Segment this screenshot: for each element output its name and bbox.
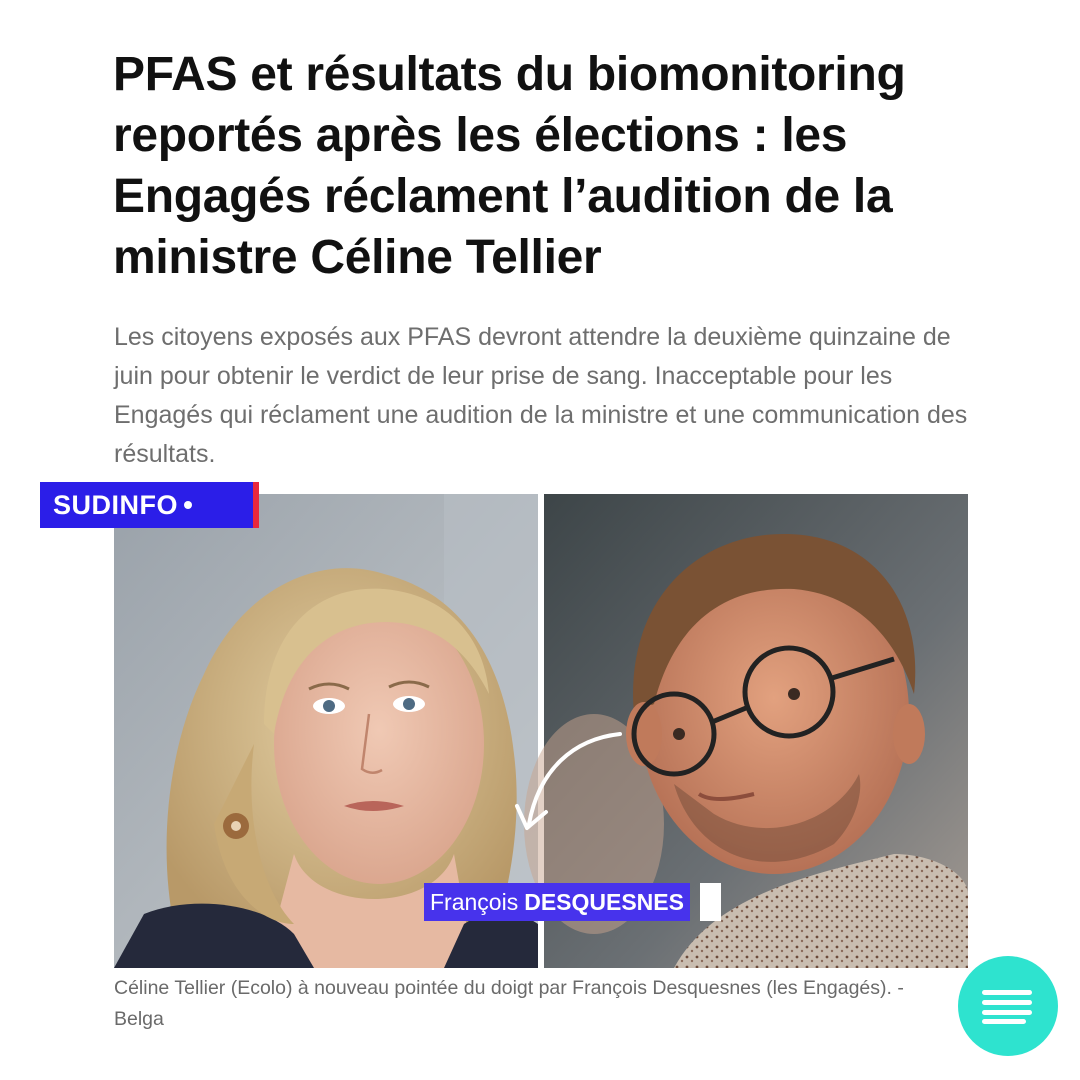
sudinfo-brand-badge bbox=[40, 482, 259, 528]
article-lede: Les citoyens exposés aux PFAS devront attendre la deuxième quinzaine de juin pour obtenir le verdict de leur prise de sang. Inacceptable pour les Engagés qui réclament une audition de la ministre et une communication des résultats. bbox=[114, 323, 968, 468]
person-first-name: François bbox=[430, 889, 519, 915]
photo-caption: Céline Tellier (Ecolo) à nouveau pointée du doigt par François Desquesnes (les Engagés). - Belga bbox=[114, 977, 904, 1030]
name-label-shadow bbox=[700, 883, 721, 921]
brand-dot-icon bbox=[184, 501, 192, 509]
headline: PFAS et résultats du biomonitoring reportés après les élections : les Engagés réclament l’audition de la ministre Céline Tellier bbox=[113, 48, 906, 284]
sudinfo-logo-button[interactable] bbox=[958, 956, 1058, 1056]
person-last-name: DESQUESNES bbox=[524, 889, 684, 915]
person-name-label bbox=[424, 883, 690, 921]
brand-name: SUDINFO bbox=[53, 489, 178, 520]
sudinfo-logo-icon bbox=[980, 986, 1036, 1026]
brand-stripe bbox=[253, 482, 259, 528]
